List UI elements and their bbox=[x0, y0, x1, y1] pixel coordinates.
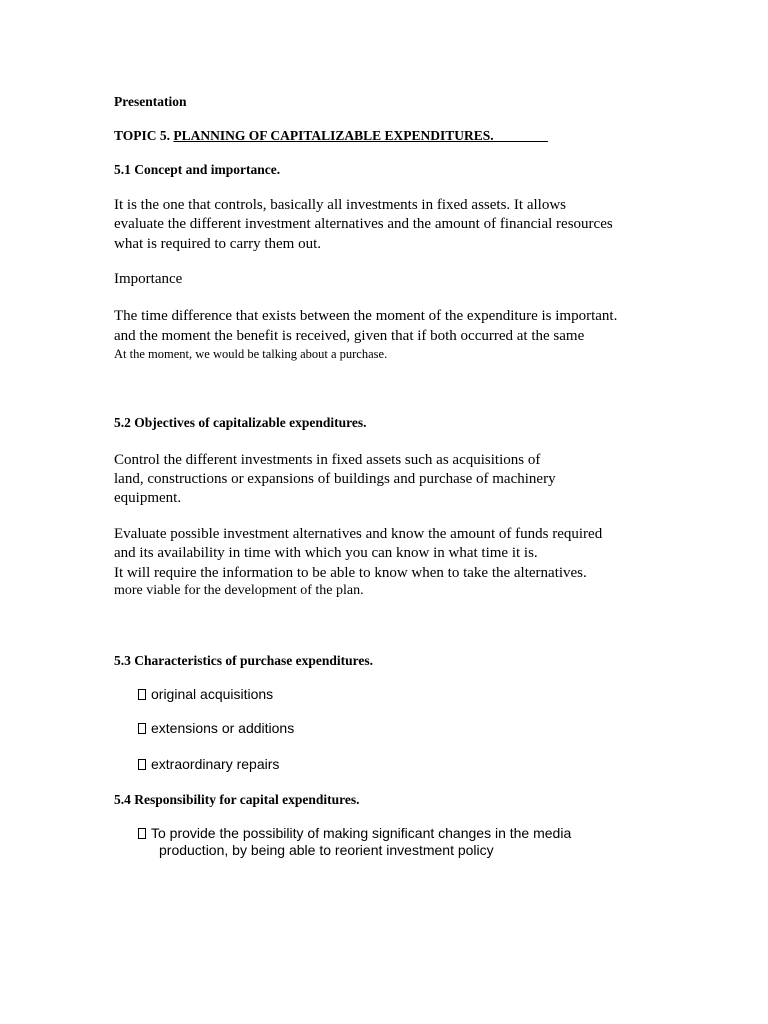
section-5-4-heading: 5.4 Responsibility for capital expenditures. bbox=[114, 792, 360, 807]
list-item-text: original acquisitions bbox=[151, 686, 274, 702]
list-item-text: extensions or additions bbox=[151, 720, 295, 736]
topic-prefix: TOPIC 5. bbox=[114, 128, 171, 143]
s2-para1-line2: land, constructions or expansions of buildings and purchase of machinery bbox=[114, 471, 556, 487]
s1-para1-line3: what is required to carry them out. bbox=[114, 236, 322, 252]
section-5-3-heading: 5.3 Characteristics of purchase expenditures. bbox=[114, 653, 373, 668]
presentation-label: Presentation bbox=[114, 94, 187, 109]
section-5-2-heading: 5.2 Objectives of capitalizable expenditures. bbox=[114, 415, 367, 430]
topic-title bbox=[114, 128, 548, 144]
s1-para1-line2: evaluate the different investment alternatives and the amount of financial resources bbox=[114, 216, 613, 232]
s1-para2-line3: At the moment, we would be talking about a purchase. bbox=[114, 347, 388, 361]
s2-para2-line1: Evaluate possible investment alternatives and know the amount of funds required bbox=[114, 526, 603, 542]
section-5-1-heading: 5.1 Concept and importance. bbox=[114, 162, 281, 177]
list-item bbox=[138, 756, 279, 772]
list-item bbox=[138, 825, 571, 841]
list-item-text: extraordinary repairs bbox=[151, 756, 280, 772]
checkbox-glyph-icon bbox=[138, 759, 146, 770]
s2-para1-line1: Control the different investments in fixed assets such as acquisitions of bbox=[114, 452, 541, 468]
importance-label: Importance bbox=[114, 271, 183, 287]
s2-para2-line3: It will require the information to be able to know when to take the alternatives. bbox=[114, 565, 587, 581]
checkbox-glyph-icon bbox=[138, 723, 146, 734]
s2-para2-line2: and its availability in time with which you can know in what time it is. bbox=[114, 545, 538, 561]
list-item-continuation: production, by being able to reorient investment policy bbox=[159, 842, 494, 858]
s1-para2-line2: and the moment the benefit is received, given that if both occurred at the same bbox=[114, 328, 585, 344]
checkbox-glyph-icon bbox=[138, 689, 146, 700]
s2-para1-line3: equipment. bbox=[114, 490, 182, 506]
topic-trail: ________ bbox=[493, 128, 548, 143]
list-item-text: To provide the possibility of making significant changes in the media bbox=[151, 825, 572, 841]
topic-name: PLANNING OF CAPITALIZABLE EXPENDITURES. bbox=[173, 128, 494, 143]
list-item bbox=[138, 686, 273, 702]
list-item bbox=[138, 720, 294, 736]
s1-para1-line1: It is the one that controls, basically all investments in fixed assets. It allows bbox=[114, 197, 566, 213]
checkbox-glyph-icon bbox=[138, 828, 146, 839]
s1-para2-line1: The time difference that exists between the moment of the expenditure is important. bbox=[114, 308, 618, 324]
s2-para2-line4: more viable for the development of the plan. bbox=[114, 583, 364, 598]
